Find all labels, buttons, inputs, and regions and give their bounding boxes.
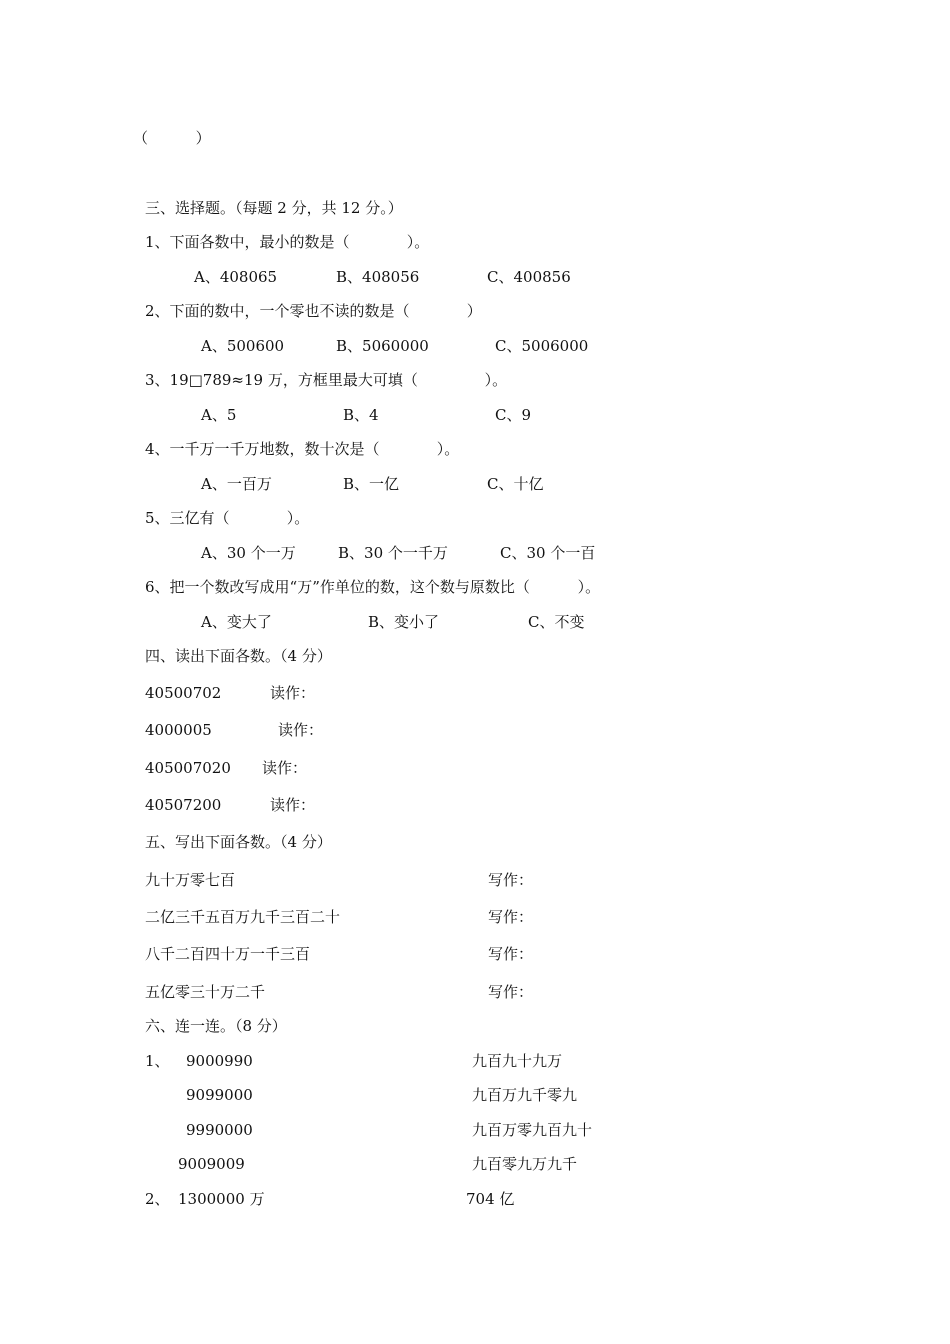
write-label-2: 写作： <box>488 908 534 926</box>
q2-option-c: C、5006000 <box>495 337 589 355</box>
section-3-title: 三、选择题。（每题 2 分，共 12 分。） <box>145 199 403 217</box>
q4-option-a: A、一百万 <box>201 475 272 493</box>
read-label-4: 读作： <box>270 796 316 814</box>
q5-option-a: A、30 个一万 <box>201 544 296 562</box>
section-6-title: 六、连一连。（8 分） <box>145 1017 287 1035</box>
answer-parentheses: （ ） <box>133 129 211 147</box>
read-number-1: 40500702 <box>145 684 222 702</box>
q4-option-b: B、一亿 <box>343 475 400 493</box>
read-number-3: 405007020 <box>145 759 231 777</box>
match-right-4: 九百零九万九千 <box>472 1155 578 1173</box>
read-number-4: 40507200 <box>145 796 222 814</box>
write-label-3: 写作： <box>488 945 534 963</box>
match2-right-1: 704 亿 <box>466 1190 515 1208</box>
write-text-2: 二亿三千五百万九千三百二十 <box>145 908 341 926</box>
read-label-1: 读作： <box>270 684 316 702</box>
match-right-2: 九百万九千零九 <box>472 1086 578 1104</box>
match-right-1: 九百九十九万 <box>472 1052 563 1070</box>
q5-option-c: C、30 个一百 <box>500 544 596 562</box>
question-3: 3、19□789≈19 万，方框里最大可填（ ）。 <box>145 371 508 389</box>
match2-left-1: 1300000 万 <box>178 1190 265 1208</box>
q4-option-c: C、十亿 <box>487 475 544 493</box>
question-2: 2、下面的数中，一个零也不读的数是（ ） <box>145 302 482 320</box>
q2-option-b: B、5060000 <box>336 337 429 355</box>
question-1: 1、下面各数中，最小的数是（ ）。 <box>145 233 430 251</box>
q1-option-a: A、408065 <box>194 268 278 286</box>
q3-option-b: B、4 <box>343 406 379 424</box>
write-label-4: 写作： <box>488 983 534 1001</box>
q6-option-c: C、不变 <box>528 613 585 631</box>
q3-option-c: C、9 <box>495 406 532 424</box>
question-5: 5、三亿有（ ）。 <box>145 509 310 527</box>
match-left-2: 9099000 <box>186 1086 253 1104</box>
part-1-prefix: 1、 <box>145 1052 170 1070</box>
q2-option-a: A、500600 <box>201 337 285 355</box>
q1-option-b: B、408056 <box>336 268 420 286</box>
match-left-3: 9990000 <box>186 1121 253 1139</box>
write-text-1: 九十万零七百 <box>145 871 236 889</box>
write-text-4: 五亿零三十万二千 <box>145 983 266 1001</box>
section-5-title: 五、写出下面各数。（4 分） <box>145 833 332 851</box>
q3-option-a: A、5 <box>201 406 237 424</box>
q5-option-b: B、30 个一千万 <box>338 544 448 562</box>
question-6: 6、把一个数改写成用“万”作单位的数，这个数与原数比（ ）。 <box>145 578 601 596</box>
match-right-3: 九百万零九百九十 <box>472 1121 593 1139</box>
section-4-title: 四、读出下面各数。（4 分） <box>145 647 332 665</box>
read-label-2: 读作： <box>278 721 324 739</box>
q6-option-b: B、变小了 <box>368 613 440 631</box>
write-text-3: 八千二百四十万一千三百 <box>145 945 311 963</box>
read-label-3: 读作： <box>262 759 308 777</box>
q1-option-c: C、400856 <box>487 268 571 286</box>
match-left-4: 9009009 <box>178 1155 245 1173</box>
read-number-2: 4000005 <box>145 721 212 739</box>
question-4: 4、一千万一千万地数，数十次是（ ）。 <box>145 440 460 458</box>
match-left-1: 9000990 <box>186 1052 253 1070</box>
part-2-prefix: 2、 <box>145 1190 170 1208</box>
write-label-1: 写作： <box>488 871 534 889</box>
q6-option-a: A、变大了 <box>201 613 272 631</box>
